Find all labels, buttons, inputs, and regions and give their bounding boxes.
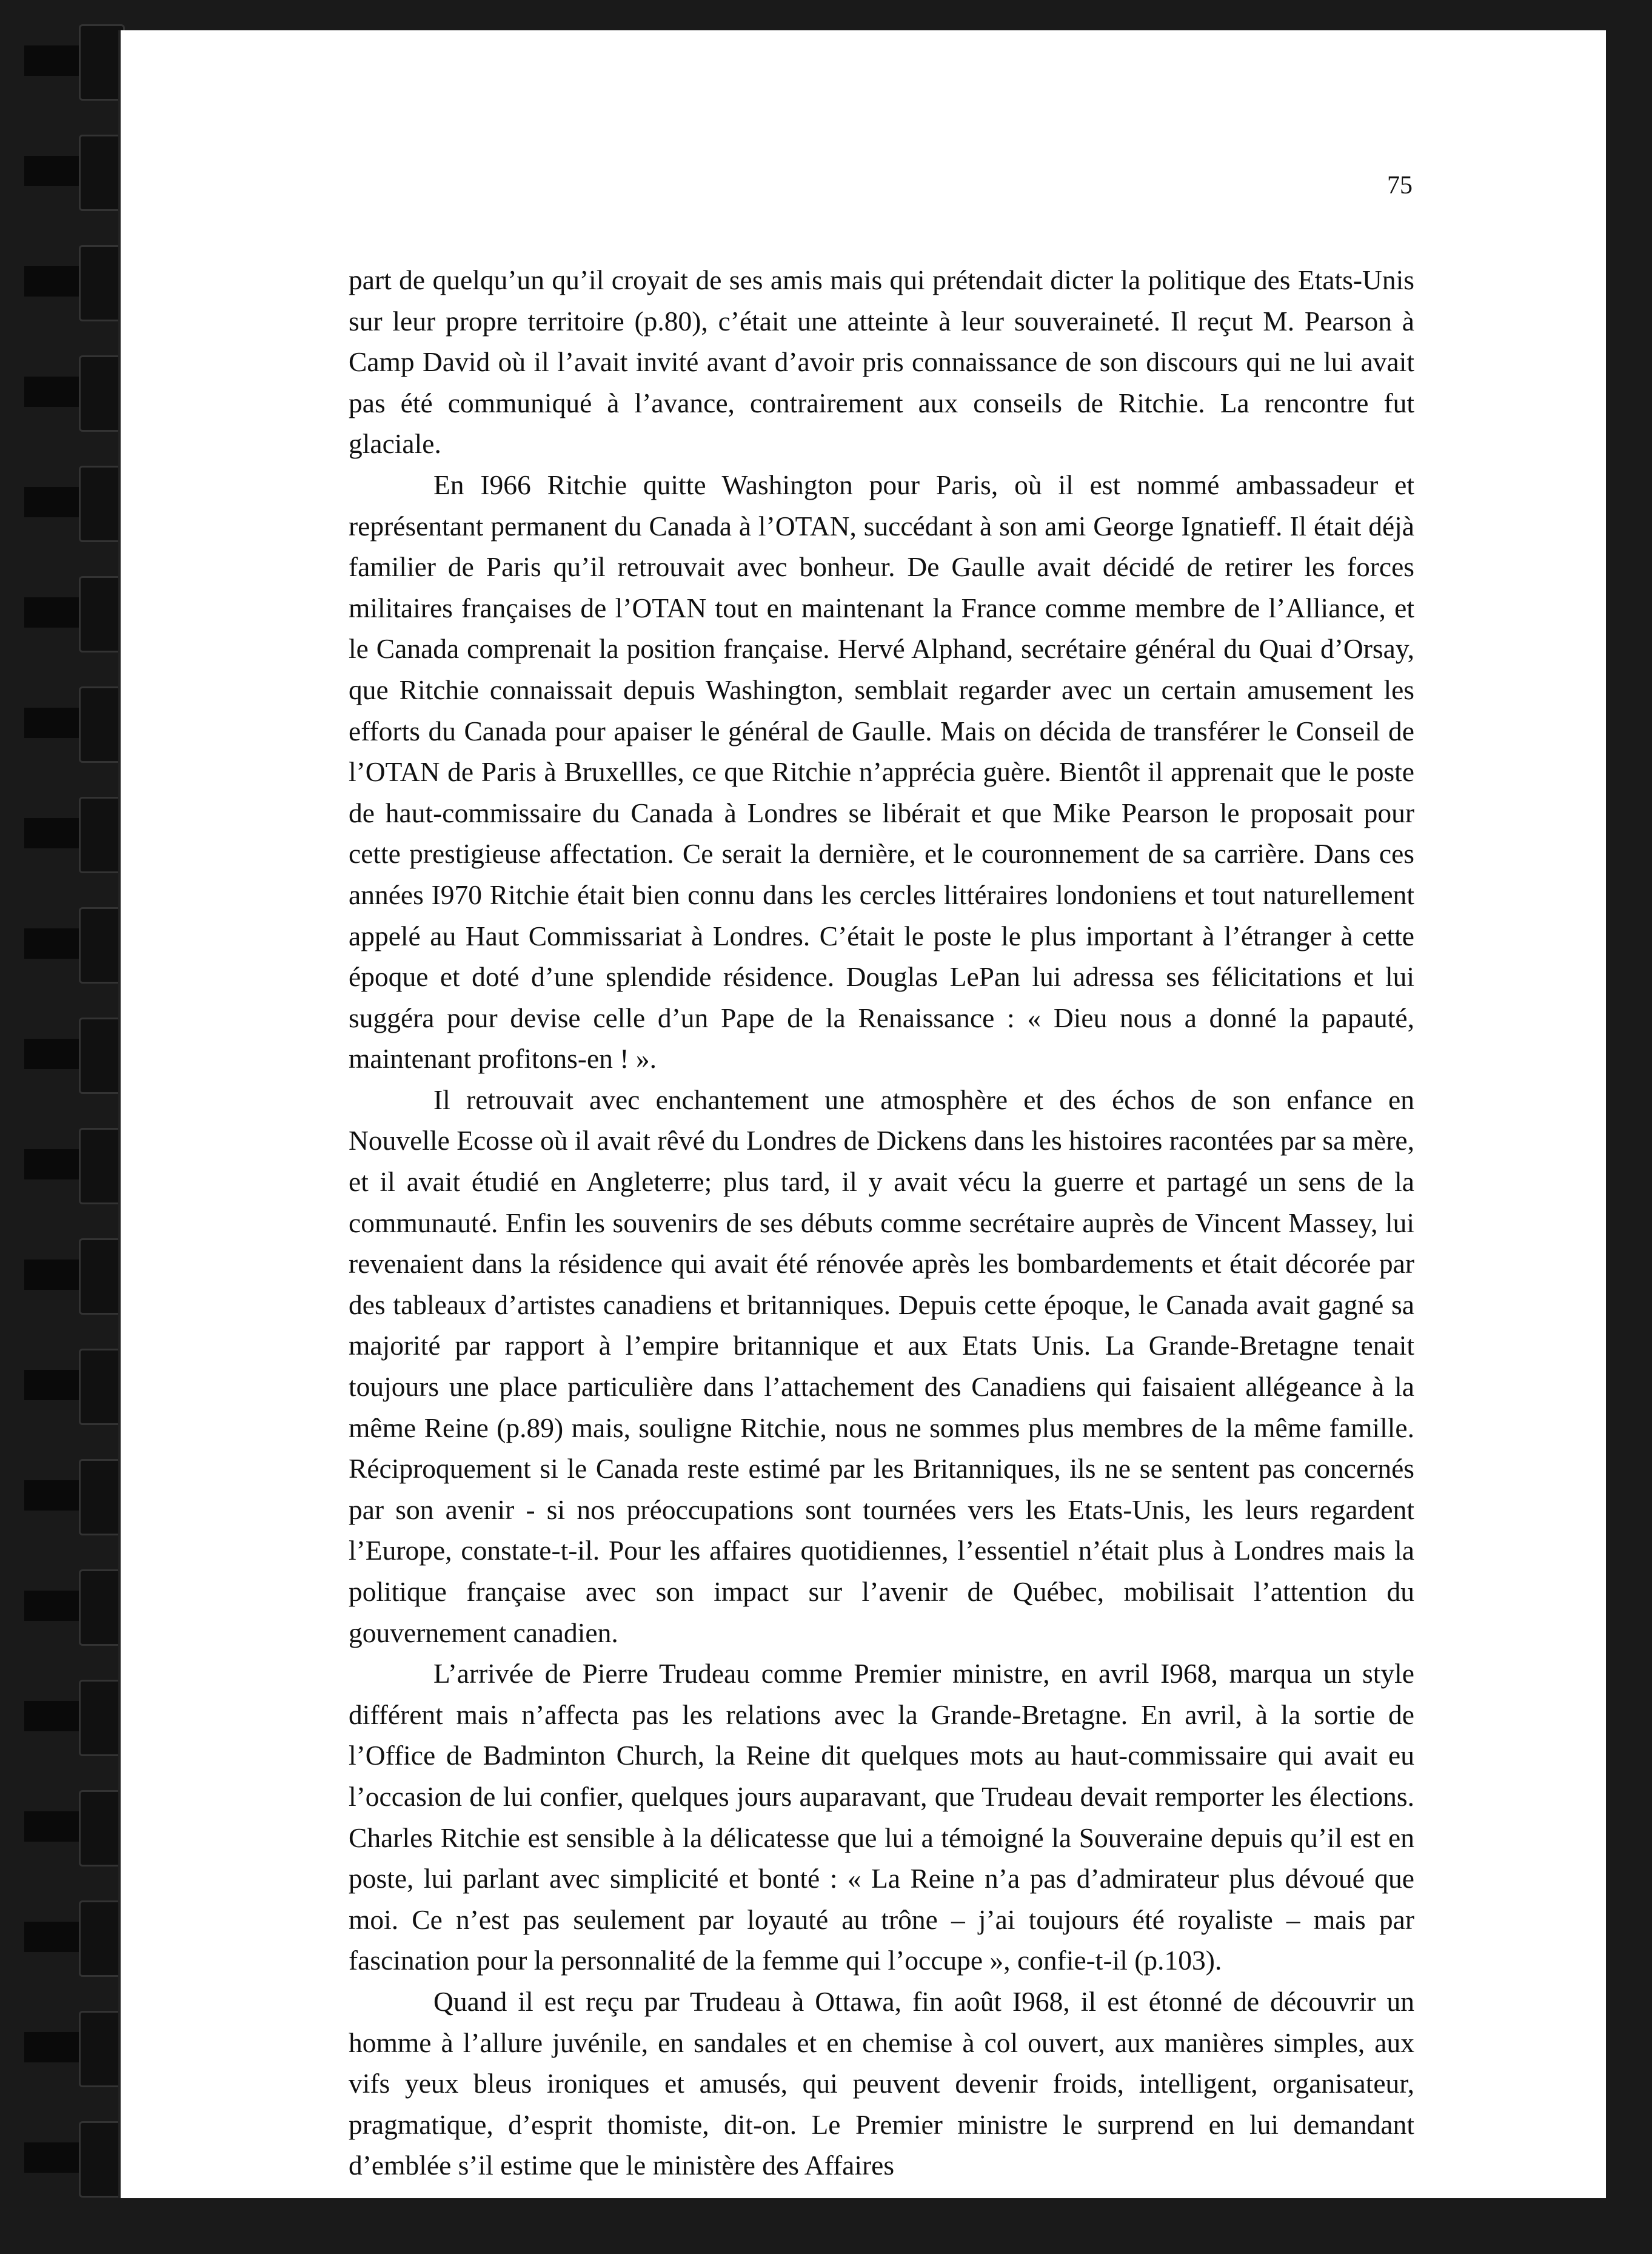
binding-ring	[24, 2011, 127, 2084]
page-number: 75	[1387, 172, 1413, 200]
binding-ring	[24, 1238, 127, 1311]
binding-ring	[24, 576, 127, 649]
paragraph: part de quelqu’un qu’il croyait de ses amis mais qui prétendait dicter la politique des Etats-Unis sur leur propre territoire (p.80), c’était une atteinte à leur souveraineté. Il reçut M. Pearson à Camp David où il l’avait invité avant d’avoir pris connaissance de son discours qui ne lui avait pas été communiqué à l’avance, contrairement aux conseils de Ritchie. La rencontre fut glaciale.	[349, 264, 1414, 460]
binding-ring	[24, 1569, 127, 1642]
paragraph: Il retrouvait avec enchantement une atmosphère et des échos de son enfance en Nouvelle Ecosse où il avait rêvé du Londres de Dickens dans les histoires racontées par sa mère, et il avait étudié en Angleterre; plus tard, il y avait vécu la guerre et partagé un sens de la communauté. Enfin les souvenirs de ses débuts comme secrétaire auprès de Vincent Massey, lui revenaient dans la résidence qui avait été rénovée après les bombardements et était décorée par des tableaux d’artistes canadiens et britanniques. Depuis cette époque, le Canada avait gagné sa majorité par rapport à l’empire britannique et aux Etats Unis. La Grande-Bretagne tenait toujours une place particulière dans l’attachement des Canadiens qui faisaient allégeance à la même Reine (p.89) mais, souligne Ritchie, nous ne sommes plus membres de la même famille. Réciproquement si le Canada reste estimé par les Britanniques, ils ne se sentent pas concernés par son avenir - si nos préoccupations sont tournées vers les Etats-Unis, les leurs regardent l’Europe, constate-t-il. Pour les affaires quotidiennes, l’essentiel n’était plus à Londres mais la politique française avec son impact sur l’avenir de Québec, mobilisait l’attention du gouvernement canadien.	[349, 1084, 1414, 1648]
binding-ring	[24, 466, 127, 538]
binding-ring	[24, 1459, 127, 1532]
paragraph: Quand il est reçu par Trudeau à Ottawa, fin août I968, il est étonné de découvrir un homme à l’allure juvénile, en sandales et en chemise à col ouvert, aux manières simples, aux vifs yeux bleus ironiques et amusés, qui peuvent devenir froids, intelligent, organisateur, pragmatique, d’esprit thomiste, dit-on. Le Premier ministre le surprend en lui demandant d’emblée s’il estime que le ministère des Affaires	[349, 1985, 1414, 2181]
binding-ring	[24, 1900, 127, 1973]
paragraph: En I966 Ritchie quitte Washington pour Paris, où il est nommé ambassadeur et représentant permanent du Canada à l’OTAN, succédant à son ami George Ignatieff. Il était déjà familier de Paris qu’il retrouvait avec bonheur. De Gaulle avait décidé de retirer les forces militaires françaises de l’OTAN tout en maintenant la France comme membre de l’Alliance, et le Canada comprenait la position française. Hervé Alphand, secrétaire général du Quai d’Orsay, que Ritchie connaissait depuis Washington, semblait regarder avec un certain amusement les efforts du Canada pour apaiser le général de Gaulle. Mais on décida de transférer le Conseil de l’OTAN de Paris à Bruxellles, ce que Ritchie n’apprécia guère. Bientôt il apprenait que le poste de haut-commissaire du Canada à Londres se libérait et que Mike Pearson le proposait pour cette prestigieuse affectation. Ce serait la dernière, et le couronnement de sa carrière. Dans ces années I970 Ritchie était bien connu dans les cercles littéraires londoniens et tout naturellement appelé au Haut Commissariat à Londres. C’était le poste le plus important à l’étranger à cette époque et doté d’une splendide résidence. Douglas LePan lui adressa ses félicitations et lui suggéra pour devise celle d’un Pape de la Renaissance : « Dieu nous a donné la papauté, maintenant profitons-en ! ».	[349, 469, 1414, 1075]
body-text	[349, 260, 1414, 2186]
binding-ring	[24, 135, 127, 207]
paragraph: L’arrivée de Pierre Trudeau comme Premier ministre, en avril I968, marqua un style différent mais n’affecta pas les relations avec la Grande-Bretagne. En avril, à la sortie de l’Office de Badminton Church, la Reine dit quelques mots au haut-commissaire qui avait eu l’occasion de lui confier, quelques jours auparavant, que Trudeau devait remporter les élections. Charles Ritchie est sensible à la délicatesse que lui a témoigné la Souveraine depuis qu’il est en poste, lui parlant avec simplicité et bonté : « La Reine n’a pas d’admirateur plus dévoué que moi. Ce n’est pas seulement par loyauté au trône – j’ai toujours été royaliste – mais par fascination pour la personnalité de la femme qui l’occupe », confie-t-il (p.103).	[349, 1658, 1414, 1976]
binding-ring	[24, 1018, 127, 1090]
binding-ring	[24, 24, 127, 97]
binding-ring	[24, 355, 127, 428]
binding-ring	[24, 907, 127, 980]
binding-ring	[24, 797, 127, 870]
binding-ring	[24, 686, 127, 759]
binding-ring	[24, 1680, 127, 1753]
binding-ring	[24, 245, 127, 318]
binding-ring	[24, 1128, 127, 1201]
binding-ring	[24, 1790, 127, 1863]
binding-ring	[24, 2121, 127, 2194]
binding-ring	[24, 1349, 127, 1421]
